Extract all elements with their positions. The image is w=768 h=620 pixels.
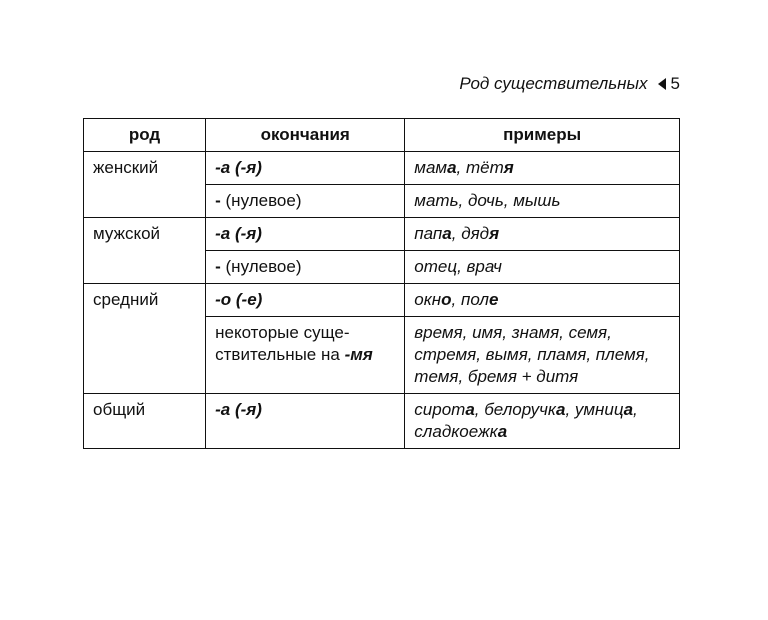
example-run: сирот	[414, 400, 466, 419]
ending-run: -о (-е)	[215, 290, 263, 309]
example-run: а	[497, 422, 508, 441]
table-row	[84, 394, 680, 449]
ending-run: -а (-я)	[215, 400, 262, 419]
gender-cell: мужской	[84, 218, 206, 284]
example-run: , тёт	[456, 158, 504, 177]
table-row	[84, 152, 680, 185]
ending-cell	[206, 317, 405, 394]
example-run: сладкоежк	[414, 422, 498, 441]
examples-cell	[405, 218, 680, 251]
ending-cell	[206, 185, 405, 218]
running-head	[459, 73, 680, 95]
example-run: , дяд	[451, 224, 490, 243]
example-run: е	[489, 290, 499, 309]
ending-run: -а (-я)	[215, 224, 262, 243]
example-run: мать, дочь, мышь	[414, 191, 561, 210]
example-run: а	[442, 224, 452, 243]
examples-cell	[405, 152, 680, 185]
example-run: пап	[414, 224, 443, 243]
example-run: , пол	[451, 290, 490, 309]
example-run: а	[447, 158, 457, 177]
example-run: а	[465, 400, 475, 419]
example-run: я	[503, 158, 514, 177]
example-run: время, имя, знамя, семя,	[414, 323, 612, 342]
ending-cell	[206, 394, 405, 449]
header-gender: род	[84, 119, 206, 152]
ending-run: (нулевое)	[220, 257, 302, 276]
ending-cell	[206, 251, 405, 284]
page-arrow-icon	[658, 78, 666, 90]
table-row	[84, 218, 680, 251]
table-body	[84, 152, 680, 449]
examples-cell	[405, 251, 680, 284]
gender-cell: женский	[84, 152, 206, 218]
examples-cell	[405, 284, 680, 317]
example-run: а	[623, 400, 634, 419]
example-run: стремя, вымя, пламя, племя,	[414, 345, 650, 364]
header-examples: примеры	[405, 119, 680, 152]
noun-gender-table	[83, 118, 680, 449]
header-ending: окончания	[206, 119, 405, 152]
ending-run: некоторые суще-	[215, 323, 350, 342]
example-run: а	[555, 400, 566, 419]
ending-run: ствительные на	[215, 345, 345, 364]
ending-run: (нулевое)	[220, 191, 302, 210]
example-run: ,	[633, 400, 638, 419]
table-row	[84, 284, 680, 317]
example-run: мам	[414, 158, 448, 177]
example-run: отец, врач	[414, 257, 502, 276]
example-run: темя, бремя + дитя	[414, 367, 579, 386]
examples-cell	[405, 185, 680, 218]
ending-run: -а (-я)	[215, 158, 262, 177]
example-run: о	[441, 290, 452, 309]
table-header-row	[84, 119, 680, 152]
ending-cell	[206, 218, 405, 251]
running-head-title: Род существительных	[459, 74, 648, 93]
ending-cell	[206, 152, 405, 185]
ending-run: -	[215, 257, 221, 276]
ending-cell	[206, 284, 405, 317]
example-run: , умниц	[565, 400, 624, 419]
example-run: я	[489, 224, 500, 243]
gender-cell: средний	[84, 284, 206, 394]
ending-run: -	[215, 191, 221, 210]
example-run: окн	[414, 290, 442, 309]
examples-cell	[405, 394, 680, 449]
example-run: , белоручк	[474, 400, 556, 419]
page-number: 5	[670, 74, 680, 93]
gender-cell: общий	[84, 394, 206, 449]
examples-cell	[405, 317, 680, 394]
ending-run: -мя	[344, 345, 373, 364]
